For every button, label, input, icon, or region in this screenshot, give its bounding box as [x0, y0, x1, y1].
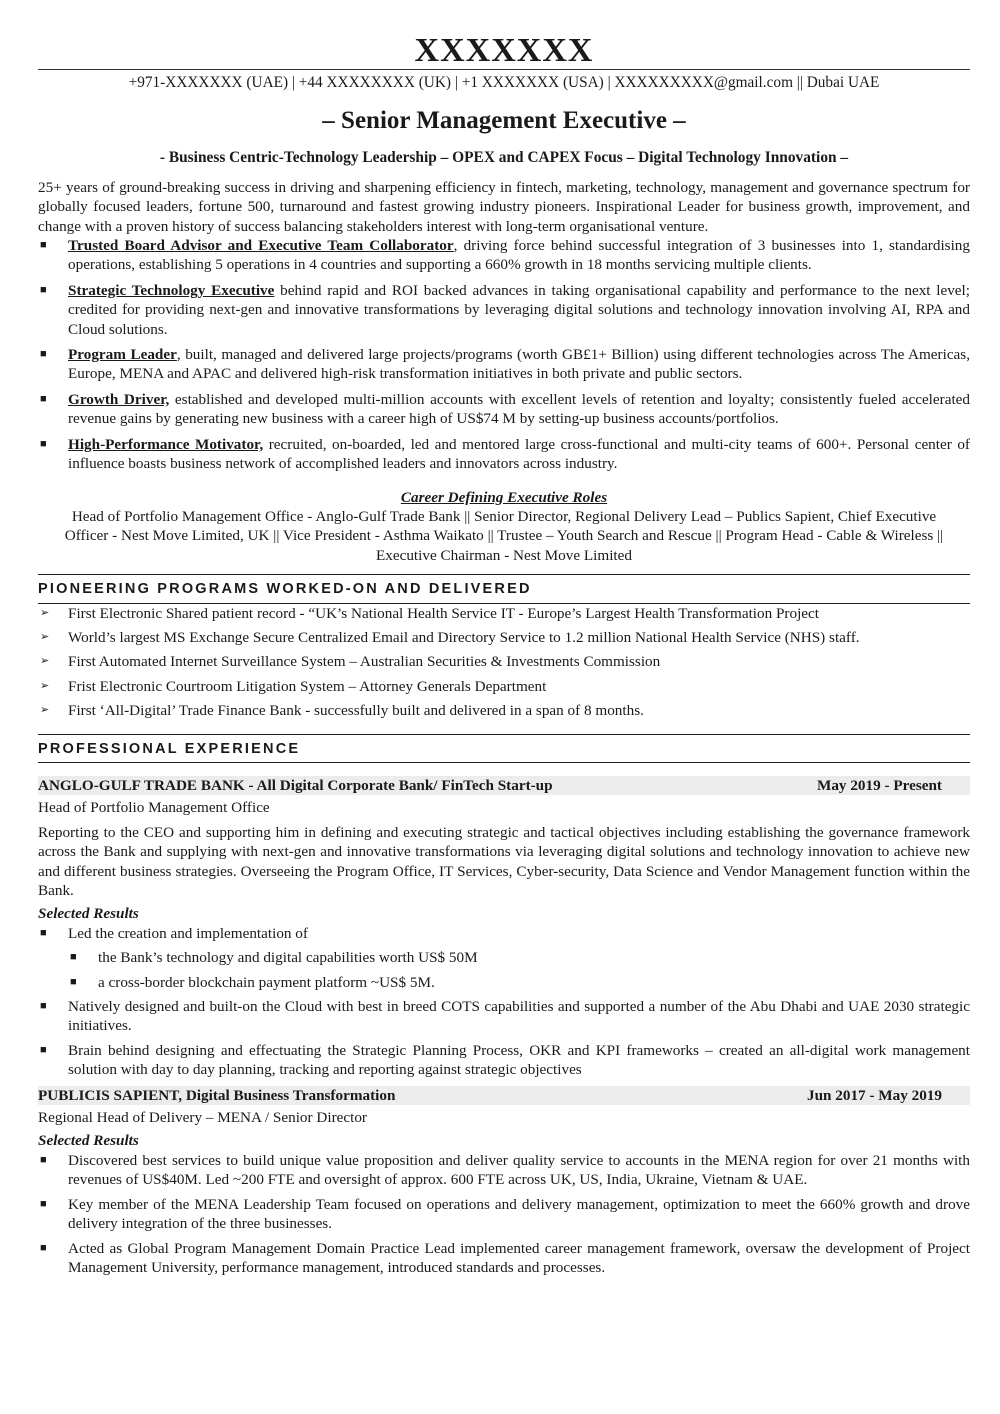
job-role: Regional Head of Delivery – MENA / Senior Director	[38, 1109, 367, 1127]
program-text: First ‘All-Digital’ Trade Finance Bank - successfully built and delivered in a span of 8 months.	[68, 702, 644, 720]
list-item	[38, 677, 970, 696]
job-description: Reporting to the CEO and supporting him in defining and executing strategic and tactical objectives including establishing the governance framework across the Bank and supplying with next-gen and innovative transformations via leveraging digital solutions and technology innovation to achieve new and different business strategies. Overseeing the Program Office, IT Services, Cyber-security, Data Science and Vendor Management function within the Bank.	[38, 823, 970, 899]
sub-result-text: a cross-border blockchain payment platform ~US$ 5M.	[98, 973, 435, 991]
list-item	[38, 281, 970, 339]
square-bullet-icon: ■	[40, 392, 47, 405]
list-item	[38, 435, 970, 474]
contact-line: +971-XXXXXXX (UAE) | +44 XXXXXXXX (UK) | +1 XXXXXXX (USA) | XXXXXXXXX@gmail.com || Dubai UAE	[128, 74, 880, 91]
list-item	[38, 1239, 970, 1278]
square-bullet-icon: ■	[40, 239, 47, 252]
result-text: Acted as Global Program Management Domain Practice Lead implemented career management framework, oversaw the development of Project Management University, performance management, introduced standards and processes.	[68, 1239, 970, 1276]
summary-paragraph: 25+ years of ground-breaking success in driving and sharpening efficiency in fintech, marketing, technology, management and governance spectrum for globally focused leaders, fortune 500, turnaround and fastest growing industry pioneers. Inspirational Leader for business growth, improvement, and change with a proven history of success balancing stakeholders interest with long-term organisational venture.	[38, 178, 970, 235]
results-list	[38, 1151, 970, 1277]
square-bullet-icon: ■	[40, 1197, 47, 1210]
header-rule	[38, 69, 970, 70]
strength-text: behind rapid and ROI backed advances in taking organisational capability and performance to the next level; credited for providing next-gen and innovative transformations by leveraging digital solutions and technology innovation involving AI, RPA and Cloud solutions.	[68, 281, 970, 338]
list-item	[38, 652, 970, 671]
program-text: World’s largest MS Exchange Secure Centralized Email and Directory Service to 1.2 million National Health Service (NHS) staff.	[68, 628, 860, 646]
strength-text: , driving force behind successful integration of 3 businesses into 1, standardising operations, establishing 5 operations in 4 countries and supporting a 660% growth in 18 months servicing multiple clients.	[68, 237, 970, 274]
section-heading-experience: PROFESSIONAL EXPERIENCE	[38, 734, 970, 763]
section-heading-programs: PIONEERING PROGRAMS WORKED-ON AND DELIVERED	[38, 574, 970, 603]
square-bullet-icon: ■	[40, 1241, 47, 1254]
job-dates: May 2019 - Present	[817, 776, 942, 794]
candidate-name: XXXXXXX	[414, 32, 594, 69]
strength-text: established and developed multi-million accounts with excellent levels of retention and loyalty; consistently fueled accelerated revenue gains by generating new business with a career high of US$74 M by setting-up business accounts/portfolios.	[68, 390, 970, 428]
list-item	[68, 973, 970, 992]
list-item	[38, 1195, 970, 1234]
job-header	[38, 776, 970, 795]
list-item	[38, 345, 970, 384]
strength-lead: Trusted Board Advisor and Executive Team Collaborator	[68, 237, 454, 255]
selected-results-label: Selected Results	[38, 1132, 139, 1150]
strength-lead: Growth Driver,	[68, 390, 170, 408]
list-item	[38, 604, 970, 623]
company-name: ANGLO-GULF TRADE BANK - All Digital Corporate Bank/ FinTech Start-up	[38, 776, 553, 794]
square-bullet-icon: ■	[40, 926, 47, 939]
result-text: Key member of the MENA Leadership Team focused on operations and delivery management, optimization to meet the 660% growth and drove delivery integration of the three businesses.	[68, 1195, 970, 1233]
career-roles-text: Head of Portfolio Management Office - Anglo-Gulf Trade Bank || Senior Director, Regional Delivery Lead – Publics Sapient, Chief Executive Officer - Nest Move Limited, UK || Vice President - Asthma Waikato || Trustee – Youth Search and Rescue || Program Head - Cable & Wireless || Executive Chairman - Nest Move Limited	[64, 507, 944, 564]
list-item	[38, 236, 970, 275]
strengths-list	[38, 236, 970, 473]
career-roles-title: Career Defining Executive Roles	[400, 488, 608, 506]
arrow-bullet-icon: ➢	[40, 630, 50, 643]
result-text: Natively designed and built-on the Cloud with best in breed COTS capabilities and supported a number of the Abu Dhabi and UAE 2030 strategic initiatives.	[68, 998, 970, 1035]
results-list	[38, 924, 970, 1080]
result-text: Discovered best services to build unique value proposition and deliver quality service to accounts in the MENA region for over 21 months with revenues of US$40M. Led ~200 FTE and oversight of approx. 600 FTE across UK, US, India, Ukraine, Vietnam & UAE.	[68, 1151, 970, 1189]
square-bullet-icon: ■	[40, 348, 47, 361]
square-bullet-icon: ■	[40, 1043, 47, 1056]
strength-lead: High-Performance Motivator,	[68, 435, 264, 453]
list-item	[38, 997, 970, 1036]
square-bullet-icon: ■	[40, 1000, 47, 1013]
resume-page	[38, 0, 970, 1282]
strength-text: recruited, on-boarded, led and mentored large cross-functional and multi-city teams of 600+. Personal center of influence boasts business network of accomplished leaders and innovators across industry.	[68, 435, 970, 473]
arrow-bullet-icon: ➢	[40, 655, 50, 668]
square-bullet-icon: ■	[70, 951, 77, 964]
arrow-bullet-icon: ➢	[40, 704, 50, 717]
square-bullet-icon: ■	[70, 975, 77, 988]
list-item	[38, 701, 970, 720]
program-text: Frist Electronic Courtroom Litigation System – Attorney Generals Department	[68, 677, 547, 695]
programs-list	[38, 604, 970, 721]
result-text: Led the creation and implementation of	[68, 924, 308, 942]
arrow-bullet-icon: ➢	[40, 606, 50, 619]
list-item	[38, 1151, 970, 1190]
job-header	[38, 1086, 970, 1105]
result-text: Brain behind designing and effectuating the Strategic Planning Process, OKR and KPI frameworks – created an all-digital work management solution with day to day planning, tracking and reporting against strategic objectives	[68, 1041, 970, 1079]
headline: – Senior Management Executive –	[322, 107, 686, 135]
list-item	[38, 924, 970, 992]
square-bullet-icon: ■	[40, 437, 47, 450]
list-item	[38, 390, 970, 429]
company-name: PUBLICIS SAPIENT, Digital Business Transformation	[38, 1086, 396, 1104]
list-item	[38, 628, 970, 647]
program-text: First Automated Internet Surveillance System – Australian Securities & Investments Commission	[68, 653, 661, 671]
job-dates: Jun 2017 - May 2019	[806, 1086, 942, 1104]
strength-lead: Program Leader	[68, 346, 177, 364]
selected-results-label: Selected Results	[38, 905, 139, 923]
square-bullet-icon: ■	[40, 283, 47, 296]
job-role: Head of Portfolio Management Office	[38, 799, 270, 817]
sub-results-list	[68, 948, 970, 992]
tagline: - Business Centric-Technology Leadership – OPEX and CAPEX Focus – Digital Technology Innovation –	[159, 149, 849, 167]
strength-text: , built, managed and delivered large projects/programs (worth GB£1+ Billion) using different technologies across The Americas, Europe, MENA and APAC and delivered high-risk transformation initiatives in both private and public sectors.	[68, 346, 971, 383]
arrow-bullet-icon: ➢	[40, 679, 50, 692]
list-item	[38, 1041, 970, 1080]
program-text: First Electronic Shared patient record - “UK’s National Health Service IT - Europe’s Largest Health Transformation Project	[68, 604, 820, 622]
sub-result-text: the Bank’s technology and digital capabilities worth US$ 50M	[98, 949, 478, 967]
list-item	[68, 948, 970, 967]
square-bullet-icon: ■	[40, 1153, 47, 1166]
strength-lead: Strategic Technology Executive	[68, 281, 275, 299]
